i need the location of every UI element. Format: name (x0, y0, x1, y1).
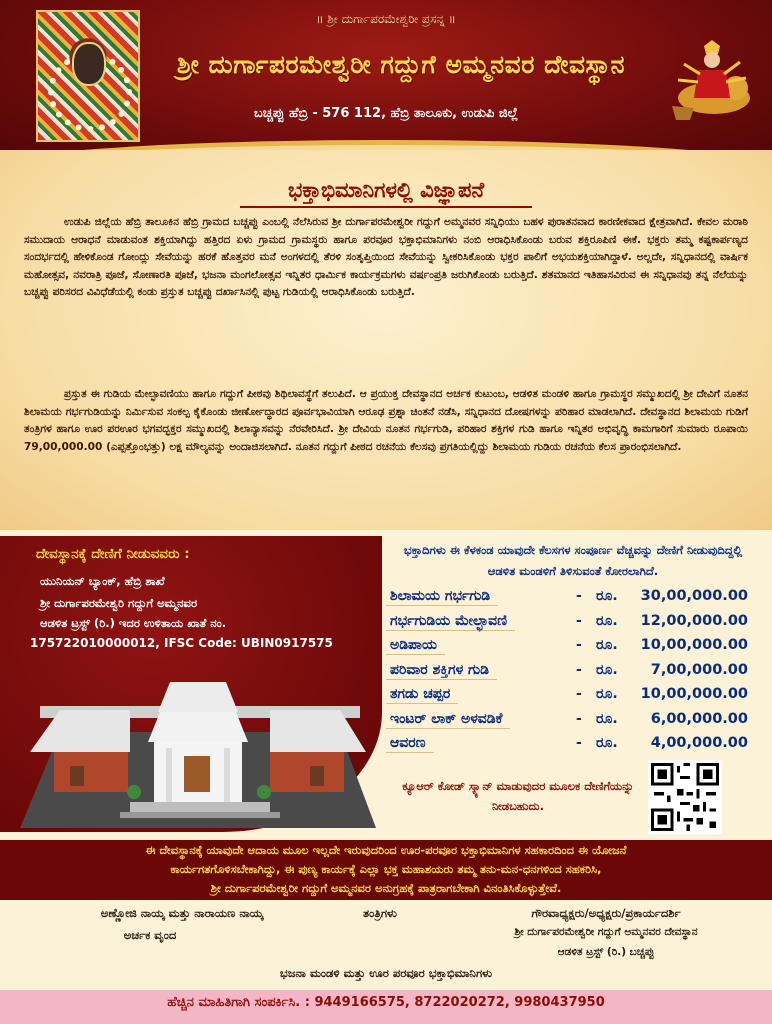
notice-background (0, 150, 772, 540)
donation-heading: ದೇವಸ್ಥಾನಕ್ಕೆ ದೇಣಿಗೆ ನೀಡುವವರು : (36, 546, 190, 562)
appeal-band (0, 840, 772, 900)
priests-names: ಅಣ್ಣೋಜಿ ನಾಯ್ಕ ಮತ್ತು ನಾರಾಯಣ ನಾಯ್ಕ (100, 906, 264, 920)
appeal-line: ಕಾರ್ಯಗತಗೊಳಿಸಬೇಕಾಗಿದ್ದು, ಈ ಪುಣ್ಯ ಕಾರ್ಯಕ್ಕೆ ಎಲ್ಲಾ ಭಕ್ತ ಮಹಾಶಯರು ತಮ್ಮ ತನು-ಮನ-ಧನಗಳಿಂದ ಸಹಕರಿಸಿ, (170, 862, 602, 876)
cost-separator: - (576, 588, 582, 604)
cost-currency: ರೂ. (596, 612, 618, 629)
cost-item-label: ತಗಡು ಚಪ್ಪರ (386, 684, 458, 704)
blessing-line: ॥ ಶ್ರೀ ದುರ್ಗಾಪರಮೇಶ್ವರೀ ಪ್ರಸನ್ನ ॥ (316, 12, 456, 26)
account-trust-line: ಆಡಳಿತ ಟ್ರಸ್ಟ್ (ರಿ.) ಇದರ ಉಳಿತಾಯ ಖಾತೆ ನಂ. (40, 616, 227, 630)
priests-role: ಅರ್ಚಕ ವೃಂದ (123, 928, 177, 942)
cost-separator: - (576, 710, 582, 727)
cost-row (386, 584, 766, 609)
cost-currency: ರೂ. (596, 661, 618, 678)
cost-item-label: ಗರ್ಭಗುಡಿಯ ಮೇಲ್ಛಾವಣಿ (386, 611, 515, 631)
cost-item-amount: 6,00,000.00 (650, 710, 748, 727)
cost-intro: ಭಕ್ತಾದಿಗಳು ಈ ಕೆಳಕಂಡ ಯಾವುದೇ ಕೆಲಸಗಳ ಸಂಪೂರ್ಣ ವೆಚ್ಚವನ್ನು ದೇಣಿಗೆ ನೀಡುವುದಿದ್ದಲ್ಲಿ ಆಡಳಿತ ಮಂಡಳಿಗೆ ತಿಳಿಸುವಂತೆ ಕೋರಲಾಗಿದೆ. (403, 543, 743, 578)
cost-item-amount: 10,00,000.00 (640, 686, 748, 702)
appeal-line: ಈ ದೇವಸ್ಥಾನಕ್ಕೆ ಯಾವುದೇ ಆದಾಯ ಮೂಲ ಇಲ್ಲದೇ ಇರುವುದರಿಂದ ಊರ-ಪರವೂರ ಭಕ್ತಾಭಿಮಾನಿಗಳ ಸಹಕಾರದಿಂದ ಈ ಯೋಜನೆ (145, 843, 627, 857)
temple-rendering (20, 672, 376, 828)
cost-row (386, 731, 766, 756)
cost-item-label: ಅಡಿಪಾಯ (386, 635, 445, 655)
cost-list (386, 584, 766, 756)
account-holder: ಶ್ರೀ ದುರ್ಗಾಪರಮೇಶ್ವರಿ ಗದ್ದುಗೆ ಅಮ್ಮನವರ (40, 596, 198, 610)
cost-item-amount: 4,00,000.00 (650, 735, 748, 751)
qr-caption: ಕ್ಯೂಆರ್ ಕೋಡ್ ಸ್ಕ್ಯಾನ್ ಮಾಡುವುದರ ಮೂಲಕ ದೇಣಿಗೆಯನ್ನು ನೀಡಬಹುದು. (402, 779, 634, 813)
cost-row (386, 633, 766, 658)
account-number-ifsc: 175722010000012, IFSC Code: UBIN0917575 (30, 636, 333, 650)
cost-currency: ರೂ. (596, 588, 618, 604)
officials-org: ಶ್ರೀ ದುರ್ಗಾಪರಮೇಶ್ವರೀ ಗದ್ದುಗೆ ಅಮ್ಮನವರ ದೇವಸ್ಥಾನ (514, 926, 698, 938)
cost-item-amount: 12,00,000.00 (640, 612, 748, 629)
cost-separator: - (576, 637, 582, 653)
tantri-label: ತಂತ್ರಿಗಳು (363, 906, 397, 920)
temple-name: ಶ್ರೀ ದುರ್ಗಾಪರಮೇಶ್ವರೀ ಗದ್ದುಗೆ ಅಮ್ಮನವರ ದೇವಸ್ಥಾನ (176, 50, 626, 79)
community-credit: ಭಜನಾ ಮಂಡಳಿ ಮತ್ತು ಊರ ಪರವೂರ ಭಕ್ತಾಭಿಮಾನಿಗಳು (279, 966, 493, 980)
cost-item-amount: 10,00,000.00 (640, 637, 748, 653)
cost-currency: ರೂ. (596, 710, 618, 727)
temple-address: ಬಚ್ಚಪ್ಪು ಹೆಬ್ರಿ - 576 112, ಹೆಬ್ರಿ ತಾಲೂಕು, ಉಡುಪಿ ಜಿಲ್ಲೆ (253, 106, 519, 121)
cost-row (386, 707, 766, 732)
notice-paragraph: ಪ್ರಸ್ತುತ ಈ ಗುಡಿಯ ಮೇಲ್ಛಾವಣಿಯು ಹಾಗೂ ಗದ್ದುಗೆ ಪೀಠವು ಶಿಥಿಲಾವಸ್ಥೆಗೆ ತಲುಪಿದೆ. ಆ ಪ್ರಯುಕ್ತ ದೇವಸ್ಥಾನದ ಅರ್ಚಕ ಕುಟುಂಬ, ಆಡಳಿತ ಮಂಡಳಿ ಹಾಗೂ ಗ್ರಾಮಸ್ಥರ ಸಮ್ಮುಖದಲ್ಲಿ ಶ್ರೀ ದೇವಿಗೆ ನೂತನ ಶಿಲಾಮಯ ಗರ್ಭಗುಡಿಯನ್ನು ನಿರ್ಮಿಸುವ ಸಂಕಲ್ಪ ಕೈಕೊಂಡು ಜೀರ್ಣೋದ್ಧಾರದ ಪೂರ್ವಭಾವಿಯಾಗಿ ಆರೂಢ ಪ್ರಶ್ನಾ ಚಿಂತನೆ ನಡೆಸಿ, ಸನ್ನಿಧಾನದ ದೋಷಗಳನ್ನು ಪರಿಹಾರ ಮಾಡಲಾಗಿದೆ. ದೇವಸ್ಥಾನದ ಶಿಲಾಮಯ ಗುಡಿಗೆ ತಂತ್ರಿಗಳ ಹಾಗೂ ಊರ ಪರಊರ ಭಗವದ್ಭಕ್ತರ ಸಮ್ಮುಖದಲ್ಲಿ ಶಿಲಾನ್ಯಾಸವನ್ನು ನೆರವೇರಿಸಿದೆ. ಶ್ರೀ ದೇವಿಯ ನೂತನ ಗರ್ಭಗುಡಿ, ಪರಿಹಾರ ಶಕ್ತಿಗಳ ಗುಡಿ ಹಾಗೂ ಇನ್ನಿತರ ಅಭಿವೃದ್ಧಿ ಕಾಮಗಾರಿಗೆ ಸುಮಾರು ರೂಪಾಯಿ 79,00,000.00 (ಎಪ್ಪತ್ತೊಂಭತ್ತು) ಲಕ್ಷ ಮೌಲ್ಯವನ್ನು ಅಂದಾಜಿಸಲಾಗಿದೆ. ನೂತನ ಗದ್ದುಗೆ ಪೀಠದ ರಚನೆಯ ಕೆಲಸವು ಪ್ರಗತಿಯಲ್ಲಿದ್ದು ಶಿಲಾಮಯ ಗುಡಿಯ ರಚನೆಯ ಕೆಲಸ ಪ್ರಾರಂಭಿಸಲಾಗಿದೆ. (24, 388, 748, 453)
cost-item-label: ಪರಿವಾರ ಶಕ್ತಿಗಳ ಗುಡಿ (386, 660, 497, 680)
contact-bar: ಹೆಚ್ಚಿನ ಮಾಹಿತಿಗಾಗಿ ಸಂಪರ್ಕಿಸಿ. : 9449166575, 8722020272, 9980437950 (0, 990, 772, 1024)
cost-separator: - (576, 612, 582, 629)
notice-paragraph: ಉಡುಪಿ ಜಿಲ್ಲೆಯ ಹೆಬ್ರಿ ತಾಲೂಕಿನ ಹೆಬ್ರಿ ಗ್ರಾಮದ ಬಚ್ಚಪ್ಪು ಎಂಬಲ್ಲಿ ನೆಲೆಸಿರುವ ಶ್ರೀ ದುರ್ಗಾಪರಮೇಶ್ವರೀ ಗದ್ದುಗೆ ಅಮ್ಮನವರ ಸನ್ನಿಧಿಯು ಬಹಳ ಪುರಾತನವಾದ ಕಾರಣೀಕವಾದ ಕ್ಷೇತ್ರವಾಗಿದೆ. ಕೇವಲ ಮರಾಠಿ ಸಮುದಾಯ ಆರಾಧನೆ ಮಾಡುವಂತ ಶಕ್ತಿಯಾಗಿದ್ದು ಹತ್ತಿರದ ಏಳು ಗ್ರಾಮದ ಗ್ರಾಮಸ್ಥರು ಹಾಗೂ ಪರವೂರ ಭಕ್ತಾಭಿಮಾನಿಗಳು ನಂಬಿ ಆರಾಧಿಸಿಕೊಂಡು ಬರುವ ಶಕ್ತಿರೂಪಿಣಿ ಈಕೆ. ಭಕ್ತರು ತಮ್ಮ ಕಷ್ಟಕಾರ್ಪಣ್ಯದ ಸಂದರ್ಭದಲ್ಲಿ ಹೇಳಿಕೊಂಡ ಗೋಂದ್ಲು ಸೇವೆಯನ್ನು ಹರಕೆ ಹೊತ್ತವರ ಮನೆ ಅಂಗಳದಲ್ಲಿ ತೆರಳಿ ಸಂತೃಪ್ತಿಯಿಂದ ಸೇವೆಯನ್ನು ಸ್ವೀಕರಿಸಿಕೊಂಡು ಭಕ್ತರ ಪಾಲಿಗೆ ಅಭಯಶಕ್ತಿಯಾಗಿದ್ದಾಳೆ. ಅಲ್ಲದೇ, ಸನ್ನಿಧಾನದಲ್ಲಿ ವಾರ್ಷಿಕ ಮಹೋತ್ಸವ, ನವರಾತ್ರಿ ಪೂಜೆ, ಸೋಣಾರತಿ ಪೂಜೆ, ಭಜನಾ ಮಂಗಲೋತ್ಸವ ಇನ್ನಿತರ ಧಾರ್ಮಿಕ ಕಾರ್ಯಕ್ರಮಗಳು ವರ್ಷಂಪ್ರತಿ ಜರುಗಿಕೊಂಡು ಬರುತ್ತಿದೆ. ಶತಮಾನದ ಇತಿಹಾಸವಿರುವ ಈ ಸನ್ನಿಧಾನವು ತನ್ನ ನೆಲೆಯನ್ನು ಬಚ್ಚಪ್ಪು ಪರಿಸರದ ವಿವಿಧೆಡೆಯಲ್ಲಿ ಕಂಡು ಪ್ರಸ್ತುತ ಬಚ್ಚಪ್ಪು ದರ್ಖಾಸಿನಲ್ಲಿ ಪುಟ್ಟ ಗುಡಿಯಲ್ಲಿ ಆರಾಧಿಸಿಕೊಂಡು ಬರುತ್ತಿದೆ. (24, 216, 748, 299)
appeal-line: ಶ್ರೀ ದುರ್ಗಾಪರಮೇಶ್ವರೀ ಗದ್ದುಗೆ ಅಮ್ಮನವರ ಅನುಗ್ರಹಕ್ಕೆ ಪಾತ್ರರಾಗಬೇಕಾಗಿ ವಿನಂತಿಸಿಕೊಳ್ಳುತ್ತೇವೆ. (210, 881, 562, 895)
cost-separator: - (576, 735, 582, 751)
cost-item-amount: 7,00,000.00 (650, 661, 748, 678)
heading-underline (240, 206, 532, 208)
deity-photo (36, 10, 140, 142)
cost-currency: ರೂ. (596, 686, 618, 702)
cost-item-amount: 30,00,000.00 (640, 588, 748, 604)
cost-row (386, 658, 766, 683)
cost-row (386, 609, 766, 634)
cost-item-label: ಆವರಣ (386, 733, 434, 753)
officials-title: ಗೌರವಾಧ್ಯಕ್ಷರು/ಅಧ್ಯಕ್ಷರು/ಪ್ರಕಾರ್ಯದರ್ಶಿ (531, 906, 681, 920)
cost-item-label: ಶಿಲಾಮಯ ಗರ್ಭಗುಡಿ (386, 586, 498, 606)
cost-separator: - (576, 686, 582, 702)
cost-item-label: ಇಂಟರ್ ಲಾಕ್ ಅಳವಡಿಕೆ (386, 709, 510, 729)
cost-separator: - (576, 661, 582, 678)
officials-trust: ಆಡಳಿತ ಟ್ರಸ್ಟ್ (ರಿ.) ಬಚ್ಚಪ್ಪು (557, 946, 655, 958)
cost-currency: ರೂ. (596, 735, 618, 751)
cost-currency: ರೂ. (596, 637, 618, 653)
notice-heading: ಭಕ್ತಾಭಿಮಾನಿಗಳಲ್ಲಿ ವಿಜ್ಞಾಪನೆ (287, 178, 485, 202)
deity-idol (72, 42, 106, 86)
bank-name: ಯುನಿಯನ್ ಬ್ಯಾಂಕ್, ಹೆಬ್ರಿ ಶಾಖೆ (40, 574, 165, 588)
qr-code-icon[interactable] (648, 760, 722, 834)
cost-row (386, 682, 766, 707)
